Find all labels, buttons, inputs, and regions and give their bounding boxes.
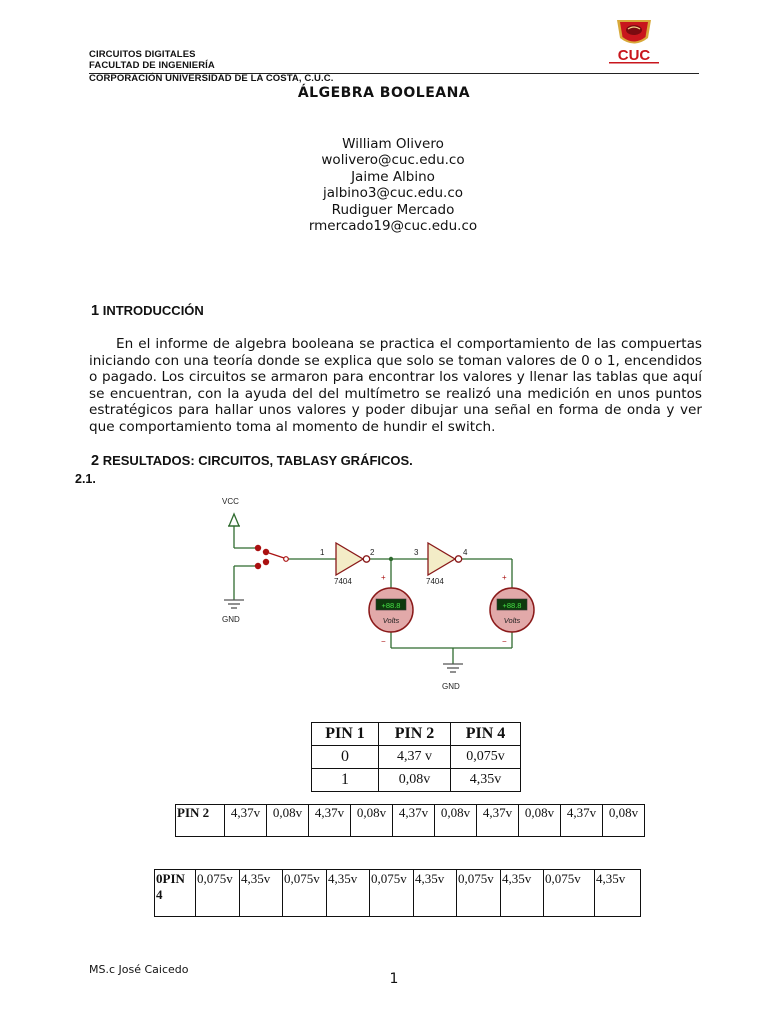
vcc-label: VCC (222, 497, 239, 506)
footer-author: MS.c José Caicedo (89, 963, 189, 976)
section-2-heading (91, 453, 413, 469)
meter-plus: + (502, 573, 507, 582)
ground-bottom-icon (442, 664, 463, 691)
table-cell: 4,35v (501, 870, 544, 917)
section-number: 2 (91, 453, 100, 469)
logo-text: CUC (617, 47, 651, 64)
table-cell: 0,08v (603, 805, 645, 837)
table-cell: 4,37 v (379, 746, 451, 769)
pin4-readings-table (154, 869, 641, 917)
ground-left-icon (222, 600, 244, 624)
table-cell: 0,08v (267, 805, 309, 837)
table-cell: 4,35v (414, 870, 457, 917)
gate-label: 7404 (334, 577, 352, 586)
meter-reading: +88.8 (381, 601, 401, 610)
author-name: Jaime Albino (351, 168, 435, 185)
table-cell: 0,08v (351, 805, 393, 837)
not-gate-2-icon (426, 543, 462, 586)
author-name: Rudiguer Mercado (331, 201, 455, 218)
meter-minus: − (502, 637, 507, 646)
column-header: PIN 4 (451, 723, 521, 746)
not-gate-1-icon (334, 543, 370, 586)
circuit-diagram (218, 492, 538, 694)
document-title: ÁLGEBRA BOOLEANA (297, 85, 471, 101)
table-cell: 0,075v (451, 746, 521, 769)
header-faculty: FACULTAD DE INGENIERÍA (89, 60, 215, 71)
table-header-row (312, 723, 521, 746)
table-cell: 4,35v (327, 870, 370, 917)
table-row (155, 870, 641, 917)
table-row (312, 769, 521, 792)
cuc-shield-icon (604, 16, 664, 66)
authors-block (0, 136, 768, 234)
row-label (155, 870, 196, 917)
switch-icon (255, 545, 288, 569)
section-1-heading (91, 303, 204, 319)
table-cell: 0,08v (519, 805, 561, 837)
section-number: 1 (91, 303, 100, 319)
table-cell: 0,075v (196, 870, 240, 917)
intro-paragraph: En el informe de algebra booleana se practica el comportamiento de las compuertas iniciando con una teoría donde se explica que solo se toman valores de 0 o 1, encendidos o pagado. Los circuitos se armaron para encontrar los valores y llenar las tablas que aquí se encuentran, con la ayuda del del multímetro se realizó una medición en unos puntos estratégicos para hallar unos valores y poder dibujar una señal en forma de onda y ver que comportamiento toma al momento de hundir el switch. (89, 336, 702, 435)
table-cell: 0,08v (379, 769, 451, 792)
table-cell: 4,37v (477, 805, 519, 837)
pin-label: 3 (414, 548, 419, 557)
page-number: 1 (389, 971, 399, 987)
header-course: CIRCUITOS DIGITALES (89, 49, 196, 60)
table-cell: 4,37v (393, 805, 435, 837)
table-cell: 4,37v (225, 805, 267, 837)
table-cell: 0,075v (283, 870, 327, 917)
table-cell: 0,075v (370, 870, 414, 917)
table-cell: 4,37v (561, 805, 603, 837)
gnd-label: GND (222, 615, 240, 624)
author-name: William Olivero (342, 136, 444, 152)
pin2-readings-table (175, 804, 645, 837)
table-row (312, 746, 521, 769)
author-email: rmercado19@cuc.edu.co (308, 218, 478, 235)
header-rule (89, 73, 699, 74)
pin-label: 2 (370, 548, 375, 557)
meter-minus: − (381, 637, 386, 646)
pin-label: 1 (320, 548, 325, 557)
row-label: PIN 2 (176, 805, 225, 837)
author-email: jalbino3@cuc.edu.co (322, 185, 464, 202)
gate-label: 7404 (426, 577, 444, 586)
table-cell: 4,35v (451, 769, 521, 792)
column-header: PIN 1 (312, 723, 379, 746)
table-cell: 0,08v (435, 805, 477, 837)
column-header: PIN 2 (379, 723, 451, 746)
table-cell: 4,37v (309, 805, 351, 837)
table-cell: 4,35v (240, 870, 283, 917)
row-label-line: 0PIN (156, 871, 185, 886)
table-row (176, 805, 645, 837)
table-cell: 4,35v (595, 870, 641, 917)
header-university: CORPORACIÓN UNIVERSIDAD DE LA COSTA, C.U.C. (89, 73, 334, 84)
table-cell: 0,075v (544, 870, 595, 917)
cuc-logo (604, 16, 664, 66)
table-cell: 0,075v (457, 870, 501, 917)
gnd-label: GND (442, 682, 460, 691)
section-title: RESULTADOS: CIRCUITOS, TABLASY GRÁFICOS. (102, 453, 413, 468)
table-cell: 1 (312, 769, 379, 792)
table-cell: 0 (312, 746, 379, 769)
meter-plus: + (381, 573, 386, 582)
meter-unit: Volts (503, 616, 521, 625)
row-label-line: 4 (156, 887, 163, 902)
section-title: INTRODUCCIÓN (102, 303, 204, 318)
vcc-terminal (222, 497, 240, 526)
truth-table (311, 722, 521, 792)
meter-reading: +88.8 (502, 601, 522, 610)
subsection-number: 2.1. (75, 472, 96, 486)
pin-label: 4 (463, 548, 468, 557)
junction-dot (389, 557, 393, 561)
author-email: wolivero@cuc.edu.co (321, 152, 465, 169)
meter-unit: Volts (382, 616, 400, 625)
